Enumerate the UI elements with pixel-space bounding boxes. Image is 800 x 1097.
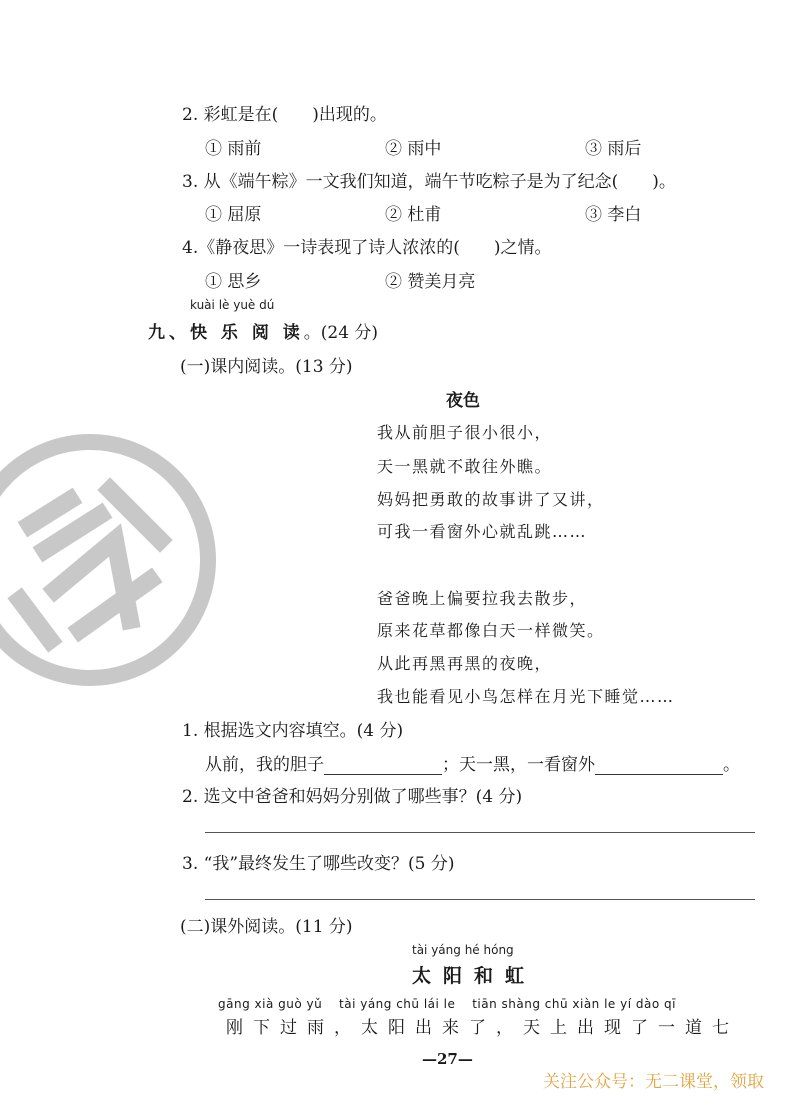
fill-blank-1[interactable]: [324, 756, 442, 775]
q3-option-2[interactable]: ② 杜甫: [385, 205, 442, 225]
fill-blank-2[interactable]: [595, 756, 723, 775]
part2-heading: (二)课外阅读。(11 分): [180, 917, 353, 937]
section9-heading: [148, 318, 378, 343]
q4-option-2[interactable]: ② 赞美月亮: [385, 272, 476, 292]
q2-option-2[interactable]: ② 雨中: [385, 139, 442, 159]
q4-option-1[interactable]: ① 思乡: [205, 272, 262, 292]
poem-title: 夜色: [446, 391, 480, 411]
fill-text-end: 。: [723, 755, 740, 775]
section9-pinyin: kuài lè yuè dú: [190, 298, 275, 312]
section9-score: 。(24 分): [303, 323, 379, 343]
answer-line[interactable]: [205, 899, 755, 900]
part1-question-3: 3. “我”最终发生了哪些改变？(5 分): [182, 854, 455, 874]
story-line-text: 刚下过雨，太阳出来了，天上出现了一道七: [226, 1018, 739, 1038]
question-4: 4.《静夜思》一诗表现了诗人浓浓的( )之情。: [182, 238, 552, 258]
answer-line[interactable]: [205, 832, 755, 833]
story-title-pinyin: tài yáng hé hóng: [412, 943, 514, 957]
q3-option-3[interactable]: ③ 李白: [585, 205, 642, 225]
section9-title: 九、快 乐 阅 读: [148, 323, 304, 343]
story-title: 太阳和虹: [412, 965, 537, 987]
page-number: —27—: [422, 1050, 473, 1068]
poem-line: 可我一看窗外心就乱跳……: [377, 522, 588, 541]
poem-line: 我也能看见小鸟怎样在月光下睡觉……: [377, 687, 675, 706]
question-3: 3. 从《端午粽》一文我们知道，端午节吃粽子是为了纪念( )。: [182, 172, 676, 192]
fill-in-line: [205, 750, 740, 775]
q3-option-1[interactable]: ① 屈原: [205, 205, 262, 225]
poem-line: 我从前胆子很小很小，: [377, 423, 553, 442]
fill-text-a: 从前，我的胆子: [205, 755, 324, 775]
seal-stamp-icon: [0, 430, 220, 690]
poem-line: 爸爸晚上偏要拉我去散步，: [377, 589, 588, 608]
poem-line: 从此再黑再黑的夜晚，: [377, 654, 553, 673]
part1-heading: (一)课内阅读。(13 分): [180, 357, 353, 377]
poem-line: 天一黑就不敢往外瞧。: [377, 457, 553, 476]
part1-question-1: 1. 根据选文内容填空。(4 分): [182, 721, 404, 741]
story-line-pinyin: gāng xià guò yǔ tài yáng chū lái le tiān shàng chū xiàn le yí dào qī: [218, 997, 676, 1011]
part1-question-2: 2. 选文中爸爸和妈妈分别做了哪些事？(4 分): [182, 787, 523, 807]
poem-line: 妈妈把勇敢的故事讲了又讲，: [377, 490, 605, 509]
footer-promo-text: 关注公众号：无二课堂，领取: [543, 1072, 764, 1092]
poem-line: 原来花草都像白天一样微笑。: [377, 621, 605, 640]
question-2: 2. 彩虹是在( )出现的。: [182, 105, 387, 125]
fill-text-b: ；天一黑，一看窗外: [442, 755, 595, 775]
q2-option-3[interactable]: ③ 雨后: [585, 139, 642, 159]
q2-option-1[interactable]: ① 雨前: [205, 139, 262, 159]
